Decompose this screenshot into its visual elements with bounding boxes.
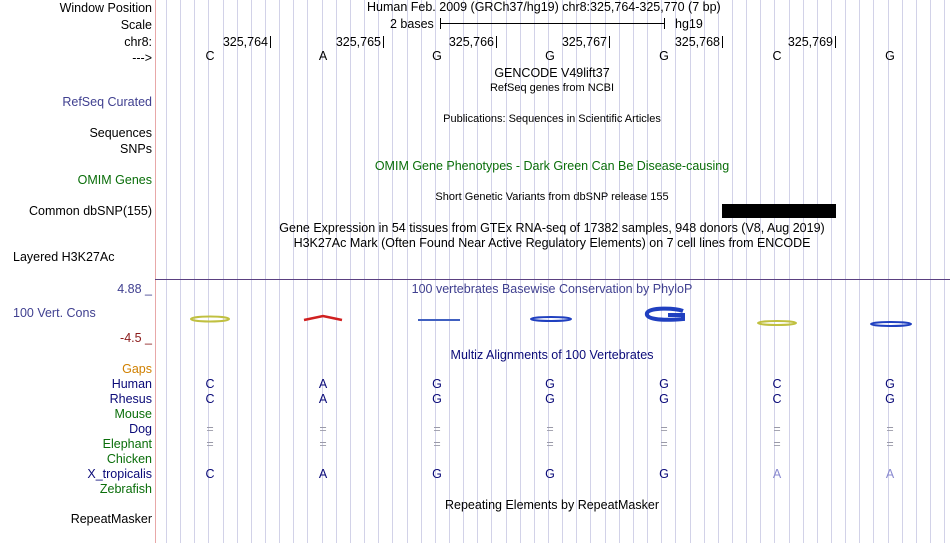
coord-label: 325,766 bbox=[448, 35, 494, 49]
coord-label: 325,768 bbox=[674, 35, 720, 49]
base-letter: C bbox=[772, 49, 782, 63]
alignment-base: = bbox=[886, 437, 894, 451]
alignment-base: C bbox=[772, 392, 782, 406]
phylop-title: 100 vertebrates Basewise Conservation by PhyloP bbox=[411, 282, 693, 296]
label-sequences[interactable]: Sequences bbox=[89, 126, 152, 140]
species-label[interactable]: Elephant bbox=[102, 437, 152, 451]
alignment-base: = bbox=[660, 422, 668, 436]
alignment-base: C bbox=[205, 392, 215, 406]
alignment-base: G bbox=[885, 377, 895, 391]
base-letter: G bbox=[432, 49, 442, 63]
species-label[interactable]: Zebrafish bbox=[99, 482, 152, 496]
alignment-base: G bbox=[545, 467, 555, 481]
label-cons[interactable]: 100 Vert. Cons bbox=[13, 306, 96, 320]
coord-label: 325,769 bbox=[787, 35, 833, 49]
alignment-base: = bbox=[433, 422, 441, 436]
gtex-title: Gene Expression in 54 tissues from GTEx RNA-seq of 17382 samples, 948 donors (V8, Aug 2019) bbox=[279, 221, 825, 235]
base-letter: G bbox=[545, 49, 555, 63]
label-chr8[interactable]: chr8: bbox=[124, 35, 152, 49]
alignment-base: C bbox=[205, 467, 215, 481]
label-repeatmasker[interactable]: RepeatMasker bbox=[70, 512, 152, 526]
alignment-base: = bbox=[433, 437, 441, 451]
coord-label: 325,765 bbox=[335, 35, 381, 49]
alignment-base: A bbox=[318, 467, 328, 481]
cons-mark-c1 bbox=[191, 317, 229, 322]
label-dbsnp[interactable]: Common dbSNP(155) bbox=[29, 204, 152, 218]
label-window-position[interactable]: Window Position bbox=[59, 1, 152, 15]
species-label[interactable]: Human bbox=[111, 377, 152, 391]
alignment-base: G bbox=[545, 377, 555, 391]
alignment-base: G bbox=[545, 392, 555, 406]
repeatmasker-title: Repeating Elements by RepeatMasker bbox=[444, 498, 660, 512]
alignment-base: C bbox=[772, 377, 782, 391]
label-scale[interactable]: Scale bbox=[120, 18, 152, 32]
position-title: Human Feb. 2009 (GRCh37/hg19) chr8:325,764-325,770 (7 bp) bbox=[367, 0, 721, 14]
cons-mark-a bbox=[304, 316, 342, 320]
label-refseq[interactable]: RefSeq Curated bbox=[62, 95, 152, 109]
alignment-base: = bbox=[773, 422, 781, 436]
label-cons-max: 4.88 _ bbox=[117, 282, 152, 296]
species-label[interactable]: Rhesus bbox=[109, 392, 152, 406]
scale-text: 2 bases bbox=[390, 17, 434, 31]
species-label[interactable]: X_tropicalis bbox=[87, 467, 152, 481]
alignment-base: C bbox=[205, 377, 215, 391]
gencode-title[interactable]: GENCODE V49lift37 bbox=[494, 66, 610, 80]
alignment-base: A bbox=[772, 467, 782, 481]
alignment-base: G bbox=[885, 392, 895, 406]
dbsnp-title: Short Genetic Variants from dbSNP release 155 bbox=[435, 191, 669, 203]
alignment-base: = bbox=[546, 422, 554, 436]
cons-mark-c2 bbox=[758, 321, 796, 325]
label-h3k27ac[interactable]: Layered H3K27Ac bbox=[13, 250, 115, 264]
cons-mark-g3 bbox=[647, 309, 683, 320]
coord-label: 325,767 bbox=[561, 35, 607, 49]
alignment-base: G bbox=[432, 377, 442, 391]
cons-mark-g2 bbox=[531, 317, 571, 321]
alignment-base: A bbox=[318, 377, 328, 391]
alignment-base: = bbox=[206, 437, 214, 451]
label-gaps[interactable]: Gaps bbox=[122, 362, 152, 376]
alignment-base: G bbox=[659, 467, 669, 481]
alignment-base: G bbox=[659, 392, 669, 406]
omim-title: OMIM Gene Phenotypes - Dark Green Can Be Disease-causing bbox=[374, 159, 730, 173]
alignment-base: A bbox=[885, 467, 895, 481]
alignment-base: = bbox=[660, 437, 668, 451]
base-letter: G bbox=[659, 49, 669, 63]
alignment-base: G bbox=[432, 392, 442, 406]
alignment-base: = bbox=[546, 437, 554, 451]
label-omim[interactable]: OMIM Genes bbox=[77, 173, 152, 187]
coord-label: 325,764 bbox=[222, 35, 268, 49]
alignment-base: = bbox=[206, 422, 214, 436]
species-label[interactable]: Chicken bbox=[106, 452, 152, 466]
assembly-label: hg19 bbox=[675, 17, 703, 31]
cons-mark-g4 bbox=[871, 322, 911, 326]
label-snps[interactable]: SNPs bbox=[120, 142, 152, 156]
publications-title: Publications: Sequences in Scientific Articles bbox=[443, 113, 661, 125]
alignment-base: = bbox=[319, 437, 327, 451]
multiz-title: Multiz Alignments of 100 Vertebrates bbox=[450, 348, 654, 362]
label-strand-arrow[interactable]: ---> bbox=[132, 51, 152, 65]
species-label[interactable]: Mouse bbox=[114, 407, 152, 421]
label-cons-min: -4.5 _ bbox=[120, 331, 152, 345]
alignment-base: G bbox=[659, 377, 669, 391]
alignment-base: = bbox=[886, 422, 894, 436]
alignment-base: A bbox=[318, 392, 328, 406]
species-label[interactable]: Dog bbox=[129, 422, 152, 436]
base-letter: C bbox=[205, 49, 215, 63]
base-letter: A bbox=[318, 49, 328, 63]
alignment-base: = bbox=[319, 422, 327, 436]
alignment-base: = bbox=[773, 437, 781, 451]
alignment-base: G bbox=[432, 467, 442, 481]
h3k27ac-title: H3K27Ac Mark (Often Found Near Active Regulatory Elements) on 7 cell lines from ENCODE bbox=[293, 236, 811, 250]
refseq-subtitle: RefSeq genes from NCBI bbox=[489, 82, 615, 94]
base-letter: G bbox=[885, 49, 895, 63]
